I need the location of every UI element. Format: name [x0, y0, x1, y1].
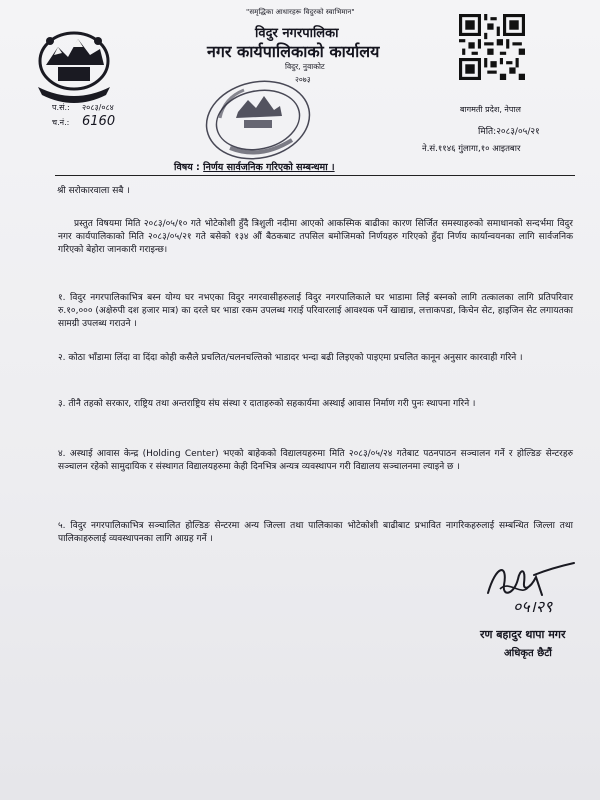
- salutation: श्री सरोकारवाला सबै ।: [57, 186, 130, 196]
- decision-2: २. कोठा भाँडामा लिंदा वा दिंदा कोही कसैले प्रचलित/चलनचल्तिको भाडादर भन्दा बढी लिइएको पाइएमा प्रचलित कानून अनुसार कारवाही गरिने ।: [58, 353, 523, 363]
- province-text: बागमती प्रदेश, नेपाल: [460, 105, 521, 114]
- decision-3: ३. तीनै तहको सरकार, राष्ट्रिय तथा अन्तराष्ट्रिय संघ संस्था र दाताहरुको सहकार्यमा अस्थाई आवास निर्माण गरी पुनः स्थापना गरिने ।: [58, 399, 476, 409]
- qr-code-icon[interactable]: [459, 14, 525, 80]
- ps-row: [52, 102, 114, 113]
- nepal-sambat-date: ने.सं.११४६ गुंलागा,१० आइतबार: [422, 144, 521, 154]
- cn-row: [52, 114, 115, 129]
- official-stamp-icon: [200, 78, 320, 168]
- subject-divider: [55, 175, 575, 176]
- ps-value: २०८३/०८४: [82, 103, 114, 112]
- office-address: विदुर, नुवाकोट: [285, 62, 325, 71]
- subject-label: विषय :: [174, 162, 200, 173]
- cn-value: 6160: [82, 114, 116, 129]
- date-text: मिति:२०८३/०५/२१: [478, 127, 540, 137]
- office-title: नगर कार्यपालिकाको कार्यालय: [207, 42, 380, 61]
- decision-1: १. विदुर नगरपालिकाभित्र बस्न योग्य घर नभएका विदुर नगरवासीहरुलाई विदुर नगरपालिकाले घर भाडामा लिई बस्नको लागि तत्कालका लागि प्रतिपरिवार रु.१०,००० (अक्षेरुपी दश हजार मात्र) का दरले घर भाडा रकम उपलब्ध गराई परिवारलाई आवश्यक पर्ने खाद्यान्न, लत्ताकपडा, किचेन सेट, हाइजिन सेट लगायतका सामग्री उपलब्ध गराउने ।: [58, 293, 573, 330]
- office-name: विदुर नगरपालिका: [255, 26, 339, 41]
- ps-label: प.सं.:: [52, 103, 70, 112]
- office-year: २०७३: [295, 75, 311, 84]
- subject-text: निर्णय सार्वजनिक गरिएको सम्बन्धमा ।: [203, 162, 335, 173]
- motto-text: "समृद्धिका आधारहरू विदुरको स्वाभिमान": [246, 8, 355, 16]
- handwritten-number: ०५।२९: [513, 597, 553, 616]
- signer-name: रण बहादुर थापा मगर: [480, 628, 566, 641]
- decision-5: ५. विदुर नगरपालिकाभित्र सञ्चालित होल्डिङ सेन्टरमा अन्य जिल्ला तथा पालिकाका भोटेकोशी बाढीबाट प्रभावित नागरिकहरुलाई सम्बन्धित जिल्ला तथा पालिकाहरुलाई व्यवस्थापनका लागि आग्रह गर्ने ।: [58, 521, 573, 545]
- emblem-logo-icon: [28, 25, 120, 105]
- subject-line: [174, 160, 335, 173]
- decision-4: ४. अस्थाई आवास केन्द्र (Holding Center) भएको बाहेकको विद्यालयहरुमा मिति २०८३/०५/२४ गतेबाट पठनपाठन सञ्चालन गर्ने र होल्डिङ सेन्टरहरु सञ्चालन रहेको सामुदायिक र संस्थागत विद्यालयहरुमा केही दिनभित्र अन्यत्र व्यवस्थापन गरी विद्यालय सञ्चालनमा ल्याइने छ ।: [58, 449, 573, 473]
- intro-paragraph: प्रस्तुत विषयमा मिति २०८३/०५/१० गते भोटेकोशी हुँदै त्रिशुली नदीमा आएको आकस्मिक बाढीका कारण सिर्जित समस्याहरुको समाधानको सन्दर्भमा विदुर नगर कार्यपालिकाको मिति २०८३/०५/२१ गते बसेको १३४ औं बैठकबाट तपसिल बमोजिमको निर्णयहरु गरिएको हुँदा निर्णय कार्यान्वयनका लागि सार्वजनिक गरिएको बेहोरा जानकारी गराइन्छ।: [58, 219, 573, 256]
- signer-post: अधिकृत छैटौं: [504, 648, 552, 659]
- cn-label: च.नं.:: [52, 118, 70, 127]
